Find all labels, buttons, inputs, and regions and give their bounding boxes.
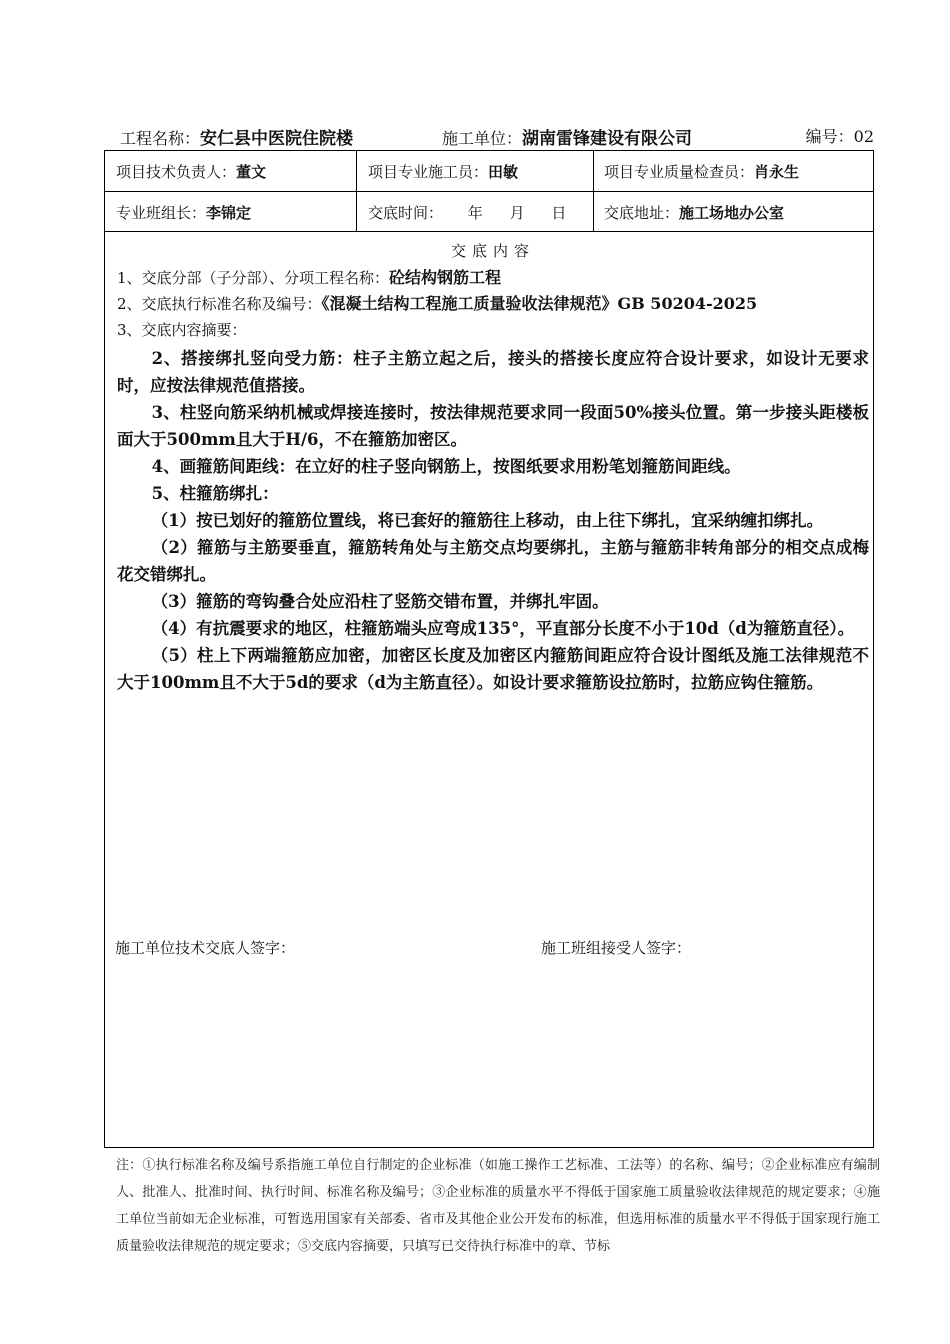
day-label: 日 bbox=[551, 204, 567, 222]
summary-paragraph: （1）按已划好的箍筋位置线，将已套好的箍筋往上移动，由上往下绑扎，宜采纳缠扣绑扎。 bbox=[151, 511, 824, 530]
document-number-value: 02 bbox=[853, 127, 874, 146]
document-header bbox=[104, 124, 874, 152]
item-3 bbox=[117, 317, 869, 343]
tech-lead-cell bbox=[116, 161, 266, 182]
site-worker-value: 田敏 bbox=[488, 163, 519, 181]
summary-paragraph: （4）有抗震要求的地区，柱箍筋端头应弯成135°，平直部分长度不小于10d（d为箍筋直径）。 bbox=[151, 619, 855, 638]
content-title: 交底内容 bbox=[450, 242, 535, 260]
tech-lead-value: 董文 bbox=[236, 163, 267, 181]
item-2-value: 《混凝土结构工程施工质量验收法律规范》GB 50204-2025 bbox=[321, 294, 758, 313]
column-divider bbox=[356, 151, 357, 231]
disclosure-place-value: 施工场地办公室 bbox=[679, 204, 785, 222]
summary-paragraph: 3、柱竖向筋采纳机械或焊接连接时，按法律规范要求同一段面50%接头位置。第一步接头距楼板面大于500mm且大于H/6，不在箍筋加密区。 bbox=[117, 403, 869, 449]
quality-inspector-label: 项目专业质量检查员： bbox=[604, 163, 755, 181]
year-label: 年 bbox=[467, 204, 483, 222]
summary-paragraph: （3）箍筋的弯钩叠合处应沿柱了竖筋交错布置，并绑扎牢固。 bbox=[151, 592, 609, 611]
item-3-label: 3、交底内容摘要： bbox=[117, 321, 247, 339]
construction-unit-value: 湖南雷锋建设有限公司 bbox=[522, 129, 693, 149]
item-1-value: 砼结构钢筋工程 bbox=[389, 268, 502, 287]
quality-inspector-cell bbox=[604, 161, 799, 182]
disclosure-content bbox=[117, 237, 869, 696]
document-number-label: 编号： bbox=[805, 127, 854, 146]
item-1-label: 1、交底分部（子分部）、分项工程名称： bbox=[117, 269, 390, 287]
project-name-label: 工程名称： bbox=[120, 129, 201, 148]
column-divider bbox=[593, 151, 594, 231]
site-worker-label: 项目专业施工员： bbox=[368, 163, 489, 181]
item-1 bbox=[117, 265, 869, 291]
month-label: 月 bbox=[509, 204, 525, 222]
project-name-value: 安仁县中医院住院楼 bbox=[200, 129, 354, 149]
site-worker-cell bbox=[368, 161, 518, 182]
disclosure-time-label: 交底时间： bbox=[368, 204, 444, 222]
team-leader-cell bbox=[116, 202, 251, 223]
document-number-field bbox=[806, 124, 874, 147]
tech-lead-label: 项目技术负责人： bbox=[116, 163, 237, 181]
summary-paragraphs bbox=[117, 345, 869, 696]
row-divider bbox=[105, 231, 873, 232]
row-divider bbox=[105, 191, 873, 192]
summary-paragraph: 5、柱箍筋绑扎： bbox=[151, 484, 279, 503]
disclosure-form bbox=[104, 150, 874, 1148]
footnotes: 注：①执行标准名称及编号系指施工单位自行制定的企业标准（如施工操作工艺标准、工法等）的名称、编号；②企业标准应有编制人、批准人、批准时间、执行时间、标准名称及编号；③企业标准的质量水平不得低于国家施工质量验收法律规范的规定要求；④施工单位当前如无企业标准，可暂选用国家有关部委、省市及其他企业公开发布的标准，但选用标准的质量水平不得低于国家现行施工质量验收法律规范的规定要求；⑤交底内容摘要，只填写已交待执行标准中的章、节标 bbox=[116, 1158, 880, 1254]
team-leader-value: 李锦定 bbox=[206, 204, 252, 222]
summary-paragraph: 4、画箍筋间距线：在立好的柱子竖向钢筋上，按图纸要求用粉笔划箍筋间距线。 bbox=[151, 457, 741, 476]
summary-paragraph: （5）柱上下两端箍筋应加密，加密区长度及加密区内箍筋间距应符合设计图纸及施工法律规范不大于100mm且不大于5d的要求（d为主筋直径）。如设计要求箍筋设拉筋时，拉筋应钩住箍筋。 bbox=[117, 646, 869, 692]
item-2 bbox=[117, 291, 869, 317]
discloser-signature-label: 施工单位技术交底人签字： bbox=[115, 939, 296, 957]
quality-inspector-value: 肖永生 bbox=[754, 163, 800, 181]
disclosure-place-cell bbox=[604, 202, 784, 223]
construction-unit-field bbox=[442, 124, 692, 149]
item-2-label: 2、交底执行标准名称及编号： bbox=[117, 295, 322, 313]
summary-paragraph: 2、搭接绑扎竖向受力筋：柱子主筋立起之后，接头的搭接长度应符合设计要求，如设计无要求时，应按法律规范值搭接。 bbox=[117, 349, 869, 395]
summary-paragraph: （2）箍筋与主筋要垂直，箍筋转角处与主筋交点均要绑扎，主筋与箍筋非转角部分的相交点成梅花交错绑扎。 bbox=[117, 538, 869, 584]
team-leader-label: 专业班组长： bbox=[116, 204, 207, 222]
construction-unit-label: 施工单位： bbox=[442, 129, 523, 148]
receiver-signature-label: 施工班组接受人签字： bbox=[541, 939, 692, 957]
project-name-field bbox=[120, 124, 353, 149]
disclosure-time-cell bbox=[368, 202, 566, 223]
disclosure-place-label: 交底地址： bbox=[604, 204, 680, 222]
